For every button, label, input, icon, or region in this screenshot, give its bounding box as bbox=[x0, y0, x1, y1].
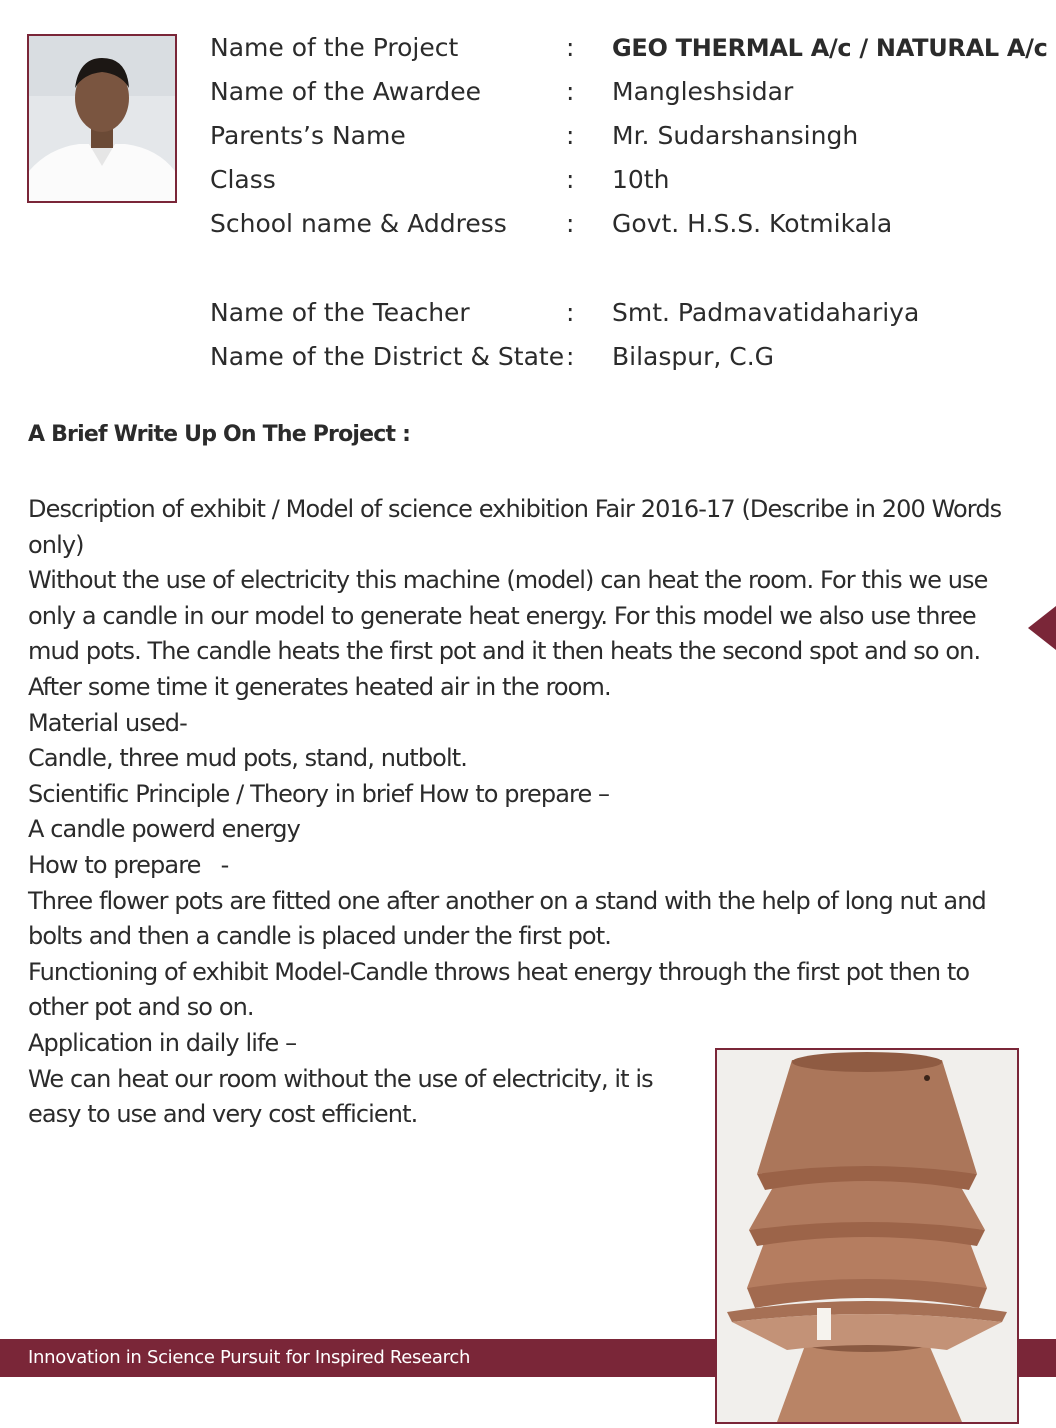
detail-colon: : bbox=[566, 77, 575, 106]
project-name: GEO THERMAL A/c / NATURAL A/c bbox=[612, 34, 1048, 62]
detail-colon: : bbox=[566, 33, 575, 62]
detail-colon: : bbox=[566, 342, 575, 371]
detail-label: School name & Address bbox=[210, 209, 507, 238]
prepare-label: How to prepare - bbox=[28, 850, 229, 879]
material-label: Material used- bbox=[28, 708, 187, 737]
detail-colon: : bbox=[566, 121, 575, 150]
prepare-text: Three flower pots are fitted one after another on a stand with the help of long nut and bolts and then a candle is placed under the first pot. bbox=[28, 886, 986, 951]
detail-label: Name of the Teacher bbox=[210, 298, 470, 327]
page-marker-triangle bbox=[1028, 606, 1056, 650]
application-text: We can heat our room without the use of electricity, it is easy to use and very cost efficient. bbox=[28, 1064, 653, 1129]
model-photo bbox=[715, 1048, 1019, 1424]
awardee-name: Mangleshsidar bbox=[612, 77, 794, 106]
detail-label: Name of the Awardee bbox=[210, 77, 482, 106]
awardee-photo bbox=[27, 34, 177, 203]
description-paragraph: Description of exhibit / Model of science exhibition Fair 2016-17 (Describe in 200 Words only) bbox=[28, 495, 1002, 559]
class-value: 10th bbox=[612, 165, 670, 194]
functioning-text: Functioning of exhibit Model-Candle throws heat energy through the first pot then to other pot and so on. bbox=[28, 957, 970, 1022]
principle-label: Scientific Principle / Theory in brief How to prepare – bbox=[28, 779, 610, 808]
principle-text: A candle powerd energy bbox=[28, 815, 300, 844]
footer-tagline: Innovation in Science Pursuit for Inspired Research bbox=[28, 1347, 471, 1368]
detail-colon: : bbox=[566, 165, 575, 194]
school-name: Govt. H.S.S. Kotmikala bbox=[612, 209, 893, 238]
detail-label: Name of the Project bbox=[210, 33, 459, 62]
detail-colon: : bbox=[566, 298, 575, 327]
application-label: Application in daily life – bbox=[28, 1028, 297, 1057]
detail-label: Class bbox=[210, 165, 276, 194]
detail-label: Name of the District & State bbox=[210, 342, 565, 371]
parents-name: Mr. Sudarshansingh bbox=[612, 121, 859, 150]
write-up-body bbox=[28, 492, 1028, 1133]
intro-paragraph: Without the use of electricity this machine (model) can heat the room. For this we use only a candle in our model to generate heat energy. For this model we also use three mud pots. The candle heats the first pot and it then heats the second spot and so on. After some time it generates heated air in the room. bbox=[28, 566, 988, 701]
material-list: Candle, three mud pots, stand, nutbolt. bbox=[28, 744, 467, 773]
detail-label: Parents’s Name bbox=[210, 121, 406, 150]
teacher-name: Smt. Padmavatidahariya bbox=[612, 298, 920, 327]
detail-colon: : bbox=[566, 209, 575, 238]
write-up-heading: A Brief Write Up On The Project : bbox=[28, 422, 411, 447]
district-state: Bilaspur, C.G bbox=[612, 342, 775, 371]
